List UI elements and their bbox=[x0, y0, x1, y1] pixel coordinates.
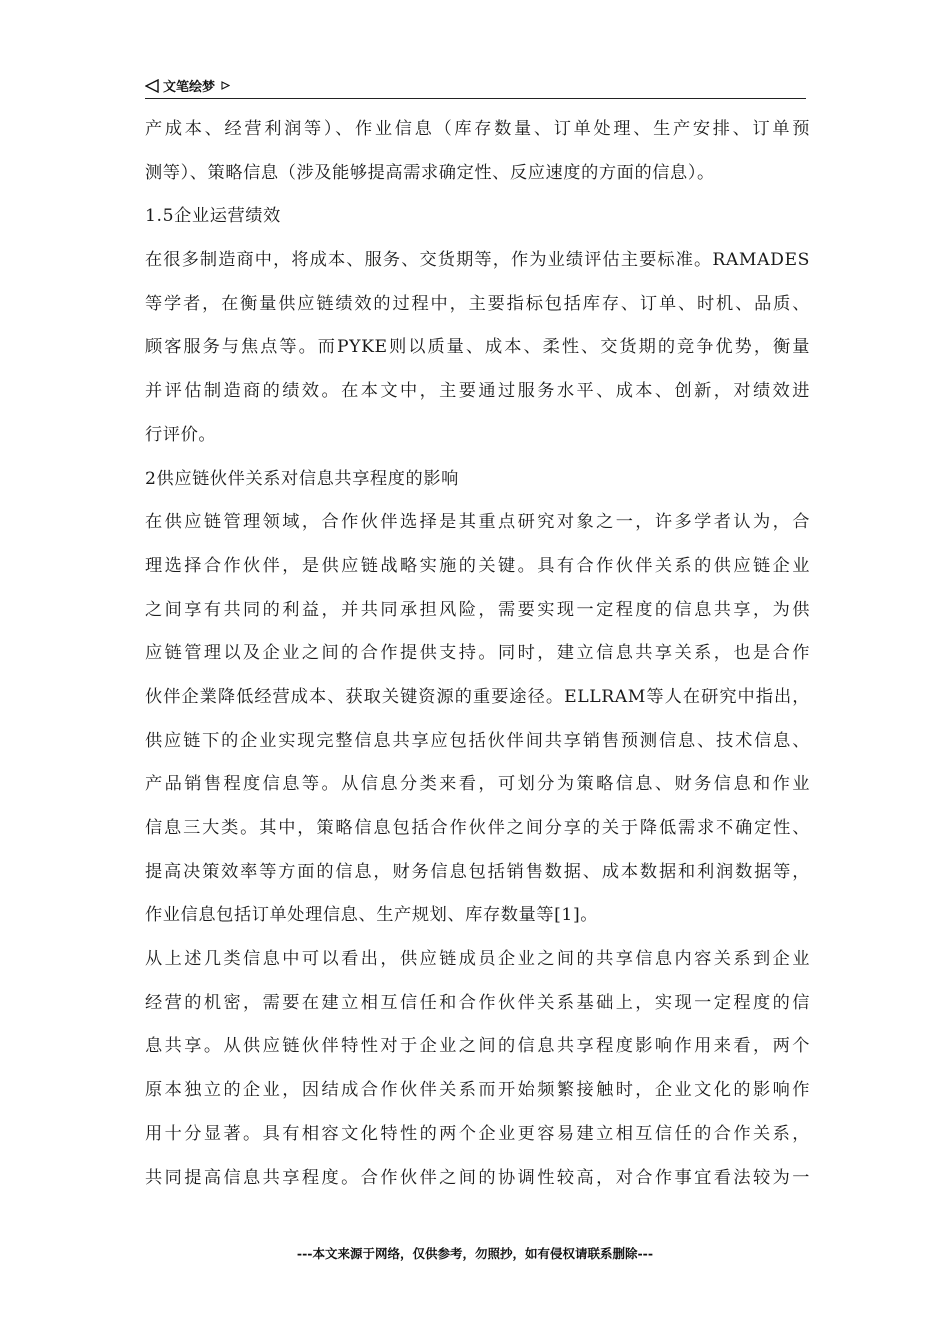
brand bbox=[145, 76, 230, 95]
text-line: 共同提高信息共享程度。合作伙伴之间的协调性较高，对合作事宜看法较为一 bbox=[145, 1167, 810, 1188]
text-line: 信息三大类。其中，策略信息包括合作伙伴之间分享的关于降低需求不确定性、 bbox=[145, 818, 810, 838]
text-line: 测等）、策略信息（涉及能够提高需求确定性、反应速度的方面的信息）。 bbox=[145, 162, 715, 183]
text-line: 从上述几类信息中可以看出，供应链成员企业之间的共享信息内容关系到企业 bbox=[145, 949, 810, 970]
text-line: 息共享。从供应链伙伴特性对于企业之间的信息共享程度影响作用来看，两个 bbox=[145, 1036, 810, 1057]
disclaimer-footer: ---本文来源于网络，仅供参考，勿照抄，如有侵权请联系删除--- bbox=[296, 1246, 654, 1261]
text-line: 提高决策效率等方面的信息，财务信息包括销售数据、成本数据和利润数据等， bbox=[145, 861, 810, 882]
text-line: 伙伴企業降低经营成本、获取关键资源的重要途径。ELLRAM等人在研究中指出， bbox=[145, 686, 810, 707]
text-line: 理选择合作伙伴，是供应链战略实施的关键。具有合作伙伴关系的供应链企业 bbox=[145, 555, 810, 576]
left-triangle-icon bbox=[145, 79, 159, 93]
text-line: 应链管理以及企业之间的合作提供支持。同时，建立信息共享关系，也是合作 bbox=[145, 643, 810, 664]
text-line: 2供应链伙伴关系对信息共享程度的影响 bbox=[145, 468, 459, 489]
text-line: 经营的机密，需要在建立相互信任和合作伙伴关系基础上，实现一定程度的信 bbox=[145, 992, 810, 1013]
text-line: 在很多制造商中，将成本、服务、交货期等，作为业绩评估主要标准。RAMADES bbox=[145, 250, 810, 271]
document-body bbox=[145, 108, 810, 1200]
brand-name: 文笔绘梦 bbox=[163, 80, 216, 95]
right-triangle-icon bbox=[221, 81, 230, 90]
text-line: 1.5企业运营绩效 bbox=[145, 206, 281, 227]
text-line: 用十分显著。具有相容文化特性的两个企业更容易建立相互信任的合作关系， bbox=[145, 1123, 810, 1144]
text-line: 在供应链管理领域，合作伙伴选择是其重点研究对象之一，许多学者认为，合 bbox=[145, 512, 810, 533]
text-line: 产品销售程度信息等。从信息分类来看，可划分为策略信息、财务信息和作业 bbox=[145, 774, 810, 795]
text-line: 行评价。 bbox=[145, 424, 217, 445]
page-header bbox=[145, 74, 806, 99]
text-line: 顾客服务与焦点等。而PYKE则以质量、成本、柔性、交货期的竞争优势，衡量 bbox=[145, 337, 810, 358]
text-line: 等学者，在衡量供应链绩效的过程中，主要指标包括库存、订单、时机、品质、 bbox=[145, 293, 810, 314]
text-line: 产成本、经营利润等）、作业信息（库存数量、订单处理、生产安排、订单预 bbox=[145, 119, 810, 139]
text-line: 供应链下的企业实现完整信息共享应包括伙伴间共享销售预测信息、技术信息、 bbox=[145, 730, 810, 751]
text-line: 之间享有共同的利益，并共同承担风险，需要实现一定程度的信息共享，为供 bbox=[145, 599, 810, 620]
text-line: 并评估制造商的绩效。在本文中，主要通过服务水平、成本、创新，对绩效进 bbox=[145, 381, 810, 402]
text-line: 原本独立的企业，因结成合作伙伴关系而开始频繁接触时，企业文化的影响作 bbox=[145, 1080, 810, 1101]
text-line: 作业信息包括订单处理信息、生产规划、库存数量等[1]。 bbox=[145, 905, 599, 926]
